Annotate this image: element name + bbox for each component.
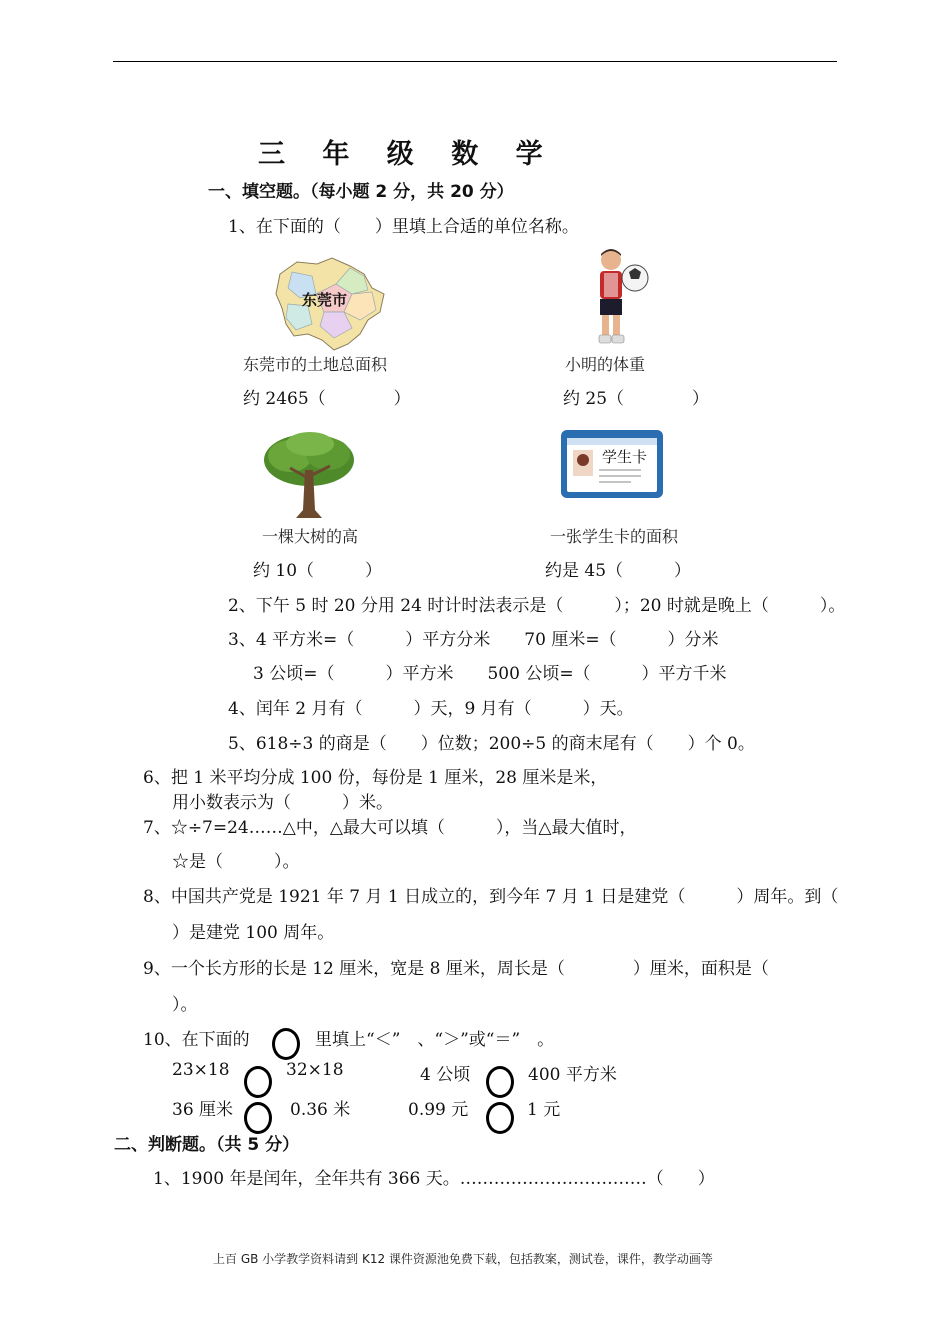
question-4: 4、闰年 2 月有（ ）天，9 月有（ ）天。 [228,699,634,719]
answer-tree: 约 10（ ） [253,561,383,581]
question-9-line1: 9、一个长方形的长是 12 厘米，宽是 8 厘米，周长是（ ）厘米，面积是（ [143,959,769,979]
map-label: 东莞市 [302,291,348,309]
caption-boy: 小明的体重 [565,355,646,374]
judge-question-1: 1、1900 年是闰年，全年共有 366 天。……………………………（ ） [153,1169,715,1189]
question-3-line1: 3、4 平方米=（ ）平方分米 70 厘米=（ ）分米 [228,630,719,650]
section1-heading: 一、填空题。（每小题 2 分，共 20 分） [208,182,514,202]
question-1-prompt: 1、在下面的（ ）里填上合适的单位名称。 [228,217,579,237]
question-7-line1: 7、☆÷7=24……△中，△最大可以填（ ），当△最大值时， [143,818,637,838]
compare-r2-left: 36 厘米 [172,1100,234,1120]
section2-heading: 二、判断题。（共 5 分） [114,1135,300,1155]
answer-card: 约是 45（ ） [545,561,692,581]
compare-r2-right: 0.36 米 [290,1100,351,1120]
compare-r1-left: 23×18 [172,1060,230,1080]
page-title: 三 年 级 数 学 [258,139,557,170]
answer-map: 约 2465（ ） [243,389,411,409]
boy-with-ball-image [591,246,651,350]
caption-map: 东莞市的土地总面积 [243,355,388,374]
question-6-line1: 6、把 1 米平均分成 100 份，每份是 1 厘米，28 厘米是米， [143,768,608,788]
tree-image [260,430,358,522]
question-5: 5、618÷3 的商是（ ）位数；200÷5 的商末尾有（ ）个 0。 [228,734,755,754]
compare-circle-example [272,1028,300,1060]
footer-note: 上百 GB 小学教学资料请到 K12 课件资源池免费下载，包括教案，测试卷，课件，教学动画等 [213,1252,713,1266]
question-10-prefix: 10、在下面的 [143,1030,250,1050]
header-rule [113,61,837,62]
compare-circle-r2b[interactable] [486,1102,514,1134]
caption-tree: 一棵大树的高 [262,527,359,546]
question-10-suffix: 里填上“＜” 、“＞”或“＝” 。 [315,1030,555,1050]
caption-card: 一张学生卡的面积 [550,527,679,546]
question-2: 2、下午 5 时 20 分用 24 时计时法表示是（ ）；20 时就是晚上（ ）。 [228,596,846,616]
compare-r2-left2: 0.99 元 [408,1100,469,1120]
compare-r1-right2: 400 平方米 [528,1065,617,1085]
compare-r1-left2: 4 公顷 [420,1065,471,1085]
question-9-line2: ）。 [172,995,198,1015]
question-6-line2: 用小数表示为（ ）米。 [172,793,393,813]
compare-circle-r1b[interactable] [486,1066,514,1098]
question-7-line2: ☆是（ ）。 [172,852,300,872]
answer-boy: 约 25（ ） [563,389,710,409]
compare-circle-r1a[interactable] [244,1066,272,1098]
compare-r2-right2: 1 元 [527,1100,561,1120]
question-8-line1: 8、中国共产党是 1921 年 7 月 1 日成立的，到今年 7 月 1 日是建党（ ）周年。到（ [143,887,839,907]
compare-r1-right: 32×18 [286,1060,344,1080]
question-8-line2: ）是建党 100 周年。 [172,923,335,943]
question-3-line2: 3 公顷=（ ）平方米 500 公顷=（ ）平方千米 [253,664,727,684]
card-label: 学生卡 [602,448,648,466]
